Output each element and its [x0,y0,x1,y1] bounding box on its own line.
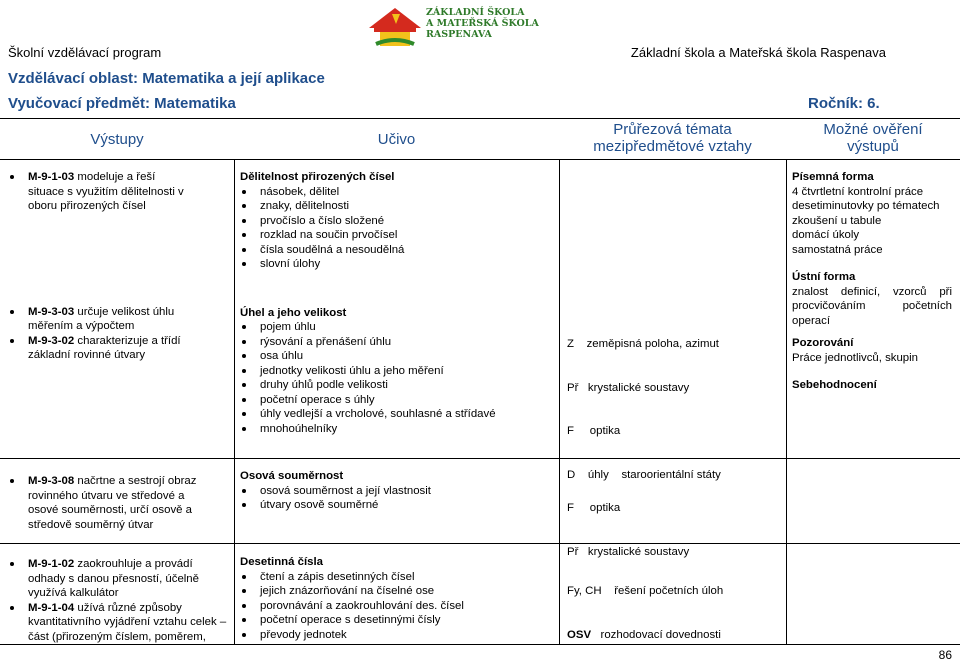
row3-ucivo [240,555,555,642]
verification-item: 4 čtvrtletní kontrolní práce [792,185,924,198]
verification-item: desetiminutovky po tématech [792,200,940,212]
list-item: druhy úhlů podle velikosti [240,378,555,393]
cross-topic-item: Fy, CH řešení početních úloh [567,585,724,597]
list-item: prvočíslo a číslo složené [240,214,555,229]
school-logo [366,4,539,50]
verification-heading: Ústní forma [792,271,856,283]
subject-name: Vyučovací předmět: Matematika [8,95,236,112]
cross-topic-item: F optika [567,502,621,514]
cross-topic-item: Př krystalické soustavy [567,381,690,394]
verification-item: zkoušení u tabule [792,214,882,227]
logo-line-2: A MATEŘSKÁ ŠKOLA [426,18,539,29]
column-header-ucivo: Učivo [377,131,416,148]
list-item: čísla soudělná a nesoudělná [240,243,555,258]
list-item: znaky, dělitelnosti [240,199,555,214]
list-item: rozklad na součin prvočísel [240,228,555,243]
cross-topic-item: D úhly staroorientální státy [567,468,721,481]
row1-cross-topics [567,308,782,497]
cross-topic-item: F optika [567,425,621,437]
list-item: jejich znázorňování na číselné ose [240,584,555,599]
column-header-overeni-line1: Možné ověření [823,121,923,138]
program-name: Školní vzdělávací program [8,45,162,60]
verification-heading: Písemná forma [792,171,874,183]
column-header-vystupy: Výstupy [90,131,144,148]
col-divider-2 [559,160,560,644]
col-divider-3 [786,160,787,644]
list-item: porovnávání a zaokrouhlování des. čísel [240,599,555,614]
list-item: osa úhlu [240,349,555,364]
list-item: M-9-3-08 načrtne a sestrojí obraz rovinného útvaru ve středové a osové souměrnosti, určí osově a středově souměrný útvar [8,474,204,532]
row1-verification [792,170,952,393]
list-item: početní operace s desetinnými čísly [240,613,555,628]
row3-outputs [8,557,228,644]
list-item: útvary osově souměrné [240,498,555,513]
verification-heading: Sebehodnocení [792,379,877,391]
row2-bottom-border [0,543,960,544]
column-header-overeni-line2: výstupů [847,138,899,155]
page-number: 86 [938,648,952,662]
list-item: M-9-1-02 zaokrouhluje a provádí odhady s danou přesností, účelně využívá kalkulátor [8,557,228,601]
cross-topic-item: Př krystalické soustavy [567,545,690,558]
logo-line-3: RASPENAVA [426,29,492,40]
header-bottom-border [0,159,960,160]
column-header-temata-line1: Průřezová témata [613,121,732,138]
verification-heading: Pozorování [792,337,854,349]
cross-topic-item: OSV rozhodovací dovednosti [567,628,721,641]
table-top-border [0,118,960,119]
row3-cross-topics [567,555,782,657]
list-item: M-9-3-02 charakterizuje a třídí základní rovinné útvary [8,334,186,363]
list-item: převody jednotek [240,628,555,643]
row1-ucivo [240,170,555,436]
topic-title: Dělitelnost přirozených čísel [240,171,395,183]
list-item: M-9-1-03 modeluje a řeší situace s využitím dělitelnosti v oboru přirozených čísel [8,170,186,214]
row1-bottom-border [0,458,960,459]
list-item: mnohoúhelníky [240,422,555,437]
col-divider-1 [234,160,235,644]
list-item: M-9-1-04 užívá různé způsoby kvantitativního vyjádření vztahu celek – část (přirozeným číslem, poměrem, [8,601,228,645]
school-logo-icon [366,4,424,50]
topic-title: Úhel a jeho velikost [240,306,347,319]
row2-outputs [8,474,204,532]
verification-item: samostatná práce [792,243,883,256]
cross-topic-item: Z zeměpisná poloha, azimut [567,338,719,350]
subject-area: Vzdělávací oblast: Matematika a její aplikace [8,70,325,87]
row1-outputs [8,170,186,363]
grade-label: Ročník: 6. [808,95,880,112]
topic-title: Osová souměrnost [240,470,344,482]
column-header-temata-line2: mezipředmětové vztahy [593,138,752,155]
row3-bottom-border [0,644,960,645]
list-item: čtení a zápis desetinných čísel [240,570,555,585]
list-item: pojem úhlu [240,320,555,335]
verification-item: znalost definicí, vzorců při procvičováním početních operací [792,285,952,327]
logo-line-1: ZÁKLADNÍ ŠKOLA [426,7,525,18]
list-item: úhly vedlejší a vrcholové, souhlasné a střídavé [240,407,555,422]
list-item: M-9-3-03 určuje velikost úhlu měřením a výpočtem [8,305,186,334]
column-header-temata [559,121,786,155]
list-item: slovní úlohy [240,257,555,272]
column-header-overeni [786,121,960,155]
row2-ucivo [240,469,555,513]
verification-item: Práce jednotlivců, skupin [792,351,918,364]
list-item: násobek, dělitel [240,185,555,200]
verification-item: domácí úkoly [792,229,860,241]
list-item: jednotky velikosti úhlu a jeho měření [240,364,555,379]
list-item: početní operace s úhly [240,393,555,408]
school-name: Základní škola a Mateřská škola Raspenava [630,45,886,60]
list-item: rýsování a přenášení úhlu [240,335,555,350]
topic-title: Desetinná čísla [240,556,323,568]
list-item: osová souměrnost a její vlastnosit [240,484,555,499]
